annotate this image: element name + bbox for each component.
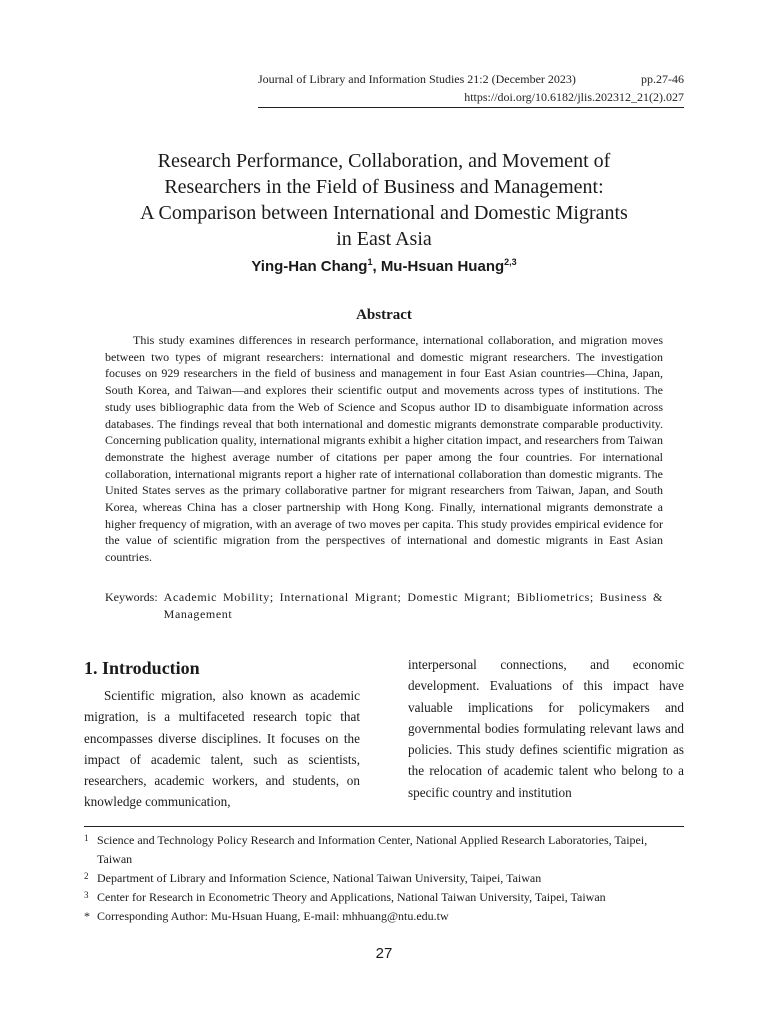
footnote-text: Department of Library and Information Science, National Taiwan University, Taipei, Taiwan	[97, 871, 542, 885]
footnote	[84, 907, 684, 926]
author-list	[84, 257, 684, 277]
author-affiliation-mark: 2,3	[504, 257, 517, 267]
author-affiliation-mark: 1	[367, 257, 373, 267]
title-line-2: Researchers in the Field of Business and Management:	[164, 176, 604, 198]
page-range: pp.27-46	[641, 72, 684, 86]
paper-title	[84, 148, 684, 252]
page-number: 27	[375, 945, 393, 962]
doi-link[interactable]: https://doi.org/10.6182/jlis.202312_21(2).027	[464, 90, 684, 104]
keywords-value: Academic Mobility; International Migrant; Domestic Migrant; Bibliometrics; Business & Management	[163, 590, 663, 621]
body-paragraph: interpersonal connections, and economic development. Evaluations of this impact have valuable implications for policymakers and governmental bodies formulating relevant laws and policies. This study defines scientific migration as the relocation of academic talent who belong to a specific country and institution	[408, 657, 684, 800]
abstract-body: This study examines differences in research performance, international collaboration, and migration moves between two types of migrant researchers: international and domestic migrant researchers. The investigation focuses on 929 researchers in the field of business and management in four East Asian countries—China, Japan, South Korea, and Taiwan—and explores their scientific output and movements across types of institutions. The study uses bibliographic data from the Web of Science and Scopus author ID to disambiguate information across databases. The findings reveal that both international and domestic migrants demonstrate comparable productivity. Concerning publication quality, international migrants exhibit a higher citation impact, and researchers from Taiwan demonstrate the highest average number of citations per paper among the four countries. For international collaboration, international migrants report a higher rate of international collaboration than domestic migrants. The United States serves as the primary collaborative partner for migrant researchers from Taiwan, Japan, and South Korea, whereas China has a closer partnership with Hong Kong. Finally, international migrants demonstrate a higher frequency of migration, with an average of two moves per capita. This study provides empirical evidence for the value of scientific migration from the perspectives of international and domestic migrants in East Asian countries.	[105, 333, 663, 565]
running-header	[258, 70, 684, 106]
footnote-text: Corresponding Author: Mu-Hsuan Huang, E-mail: mhhuang@ntu.edu.tw	[97, 909, 449, 923]
body-column-right	[408, 654, 684, 803]
footnote	[84, 869, 684, 888]
footnote-mark: 1	[84, 833, 89, 843]
footnote-mark: *	[84, 909, 90, 923]
title-line-4: in East Asia	[336, 228, 432, 250]
header-rule	[258, 107, 684, 108]
footnote	[84, 888, 684, 907]
footnote-mark: 3	[84, 890, 89, 900]
title-line-3: A Comparison between International and Domestic Migrants	[140, 202, 628, 224]
footnote-text: Science and Technology Policy Research and Information Center, National Applied Research Laboratories, Taipei, Taiwan	[97, 833, 648, 866]
author-name: Mu-Hsuan Huang	[380, 258, 505, 275]
footnotes	[84, 831, 684, 926]
keywords	[105, 589, 663, 622]
footnote-text: Center for Research in Econometric Theory and Applications, National Taiwan University, Taipei, Taiwan	[97, 890, 606, 904]
body-column-left	[84, 655, 360, 813]
author-separator: ,	[372, 258, 381, 275]
title-line-1: Research Performance, Collaboration, and Movement of	[157, 150, 611, 172]
body-paragraph: Scientific migration, also known as academic migration, is a multifaceted research topic that encompasses diverse disciplines. It focuses on the impact of academic talent, such as scientists, researchers, academic workers, and students, on knowledge communication,	[84, 688, 360, 810]
abstract-heading: Abstract	[356, 307, 412, 323]
footnote	[84, 831, 684, 869]
footnote-rule	[84, 826, 684, 827]
journal-citation: Journal of Library and Information Studies 21:2 (December 2023)	[258, 72, 576, 86]
keywords-label: Keywords:	[105, 590, 158, 604]
author-name: Ying-Han Chang	[251, 258, 368, 275]
section-heading: 1. Introduction	[84, 658, 200, 678]
footnote-mark: 2	[84, 871, 89, 881]
